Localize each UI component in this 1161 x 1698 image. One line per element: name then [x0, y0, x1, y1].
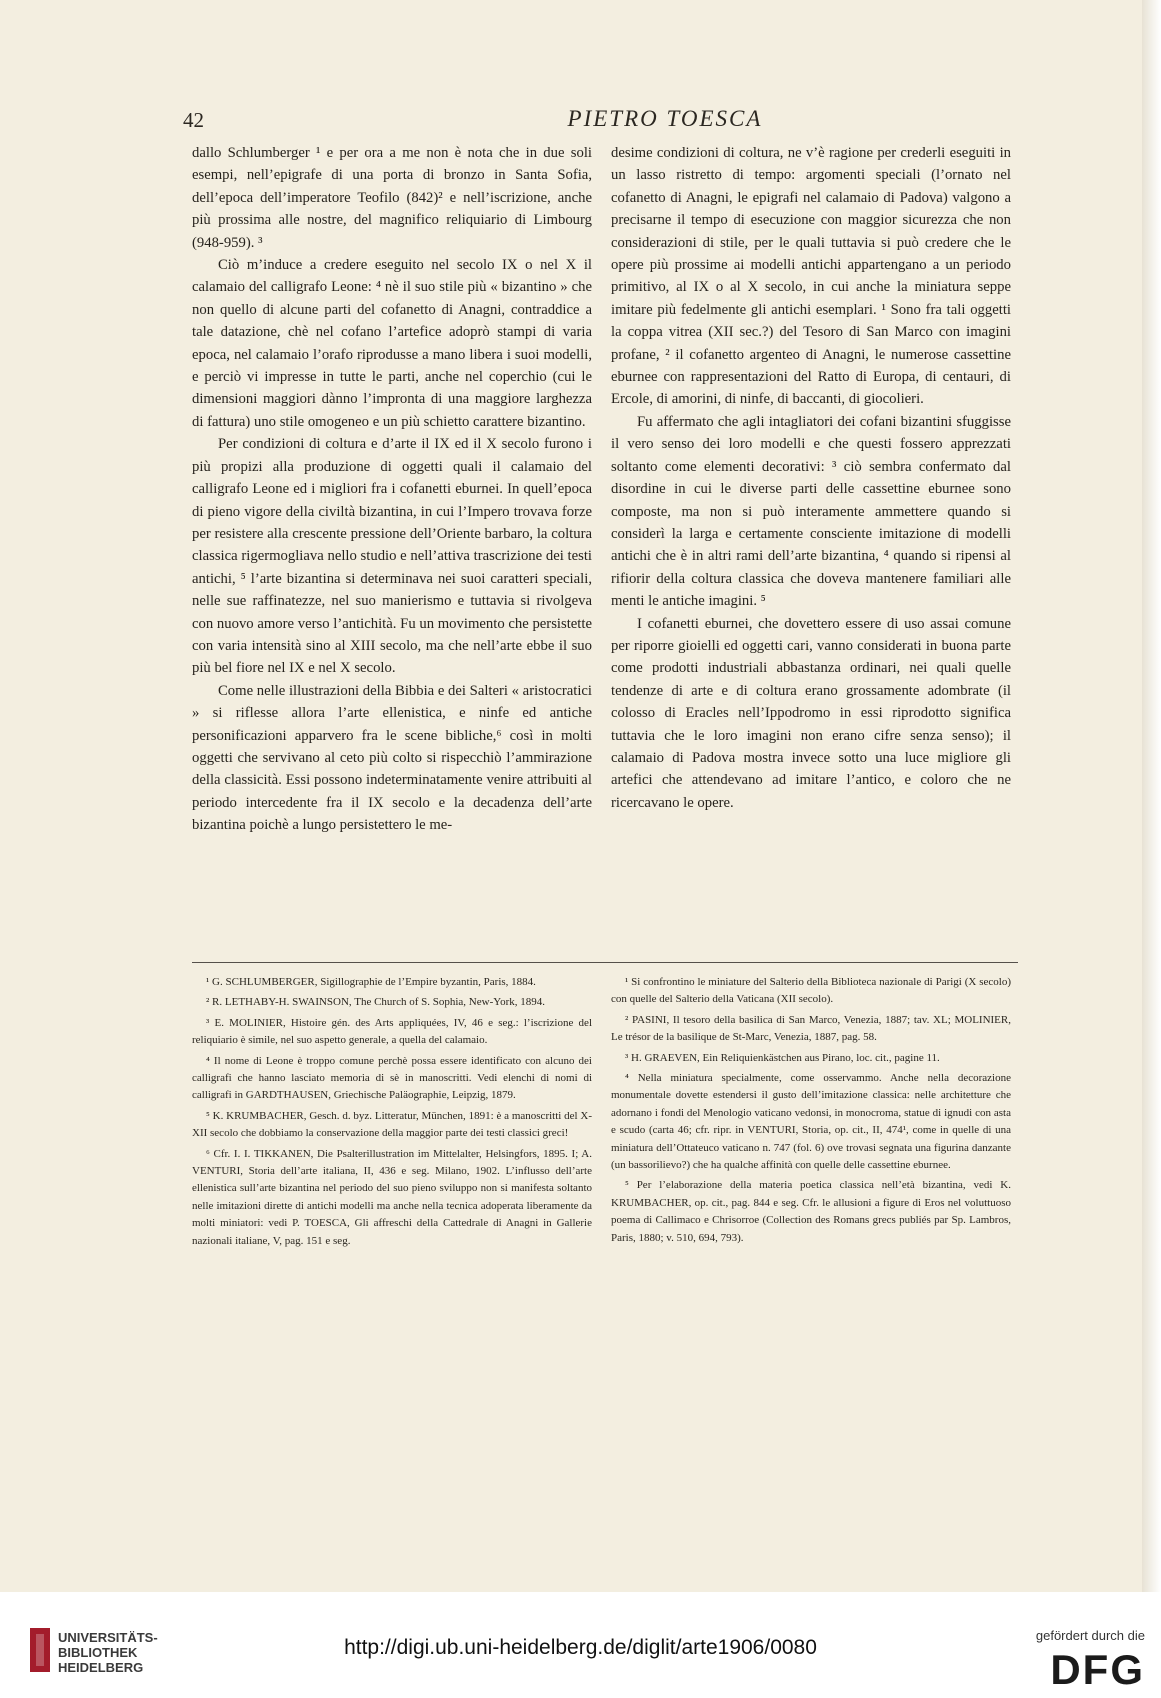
footnote: ³ E. MOLINIER, Histoire gén. des Arts appliquées, IV, 46 e seg.: l’iscrizione del reliquiario è simile, nel suo aspetto generale, a quella del calamaio.	[192, 1016, 592, 1047]
footnote: ¹ G. SCHLUMBERGER, Sigillographie de l’Empire byzantin, Paris, 1884.	[206, 976, 536, 988]
footnote: ⁴ Nella miniatura specialmente, come osservammo. Anche nella decorazione monumentale dovette estendersi il gusto dell’imitazione classica: nelle architetture che adornano i fondi del Menologio vaticano vedonsi, in monocroma, statue di ignudi con asta e scudo (carta 46; cfr. ripr. in VENTURI, Storia, op. cit., II, 474¹, come in quelle di una miniatura dell’Ottateuco vaticano n. 747 (fol. 6) ove trovasi segnata una figurina danzante (un bassorilievo?) che ha qualche affinità con quelle delle cassettine eburnee.	[611, 1072, 1011, 1172]
footnote: ⁵ Per l’elaborazione della materia poetica classica nell’età bizantina, vedi K. KRUMBACHER, op. cit., pag. 844 e seg. Cfr. le allusioni a figure di Eros nel voluttuoso poema di Callimaco e Chrisorroe (Collection des Romans grecs publiés par Sp. Lambros, Paris, 1880; v. 510, 694, 793).	[611, 1179, 1011, 1244]
footnotes-right	[611, 974, 1011, 1250]
footnote: ³ H. GRAEVEN, Ein Reliquienkästchen aus Pirano, loc. cit., pagine 11.	[625, 1051, 940, 1064]
page-number: 42	[183, 108, 204, 132]
footnote-rule	[192, 962, 1018, 963]
permalink-url[interactable]: http://digi.ub.uni-heidelberg.de/diglit/arte1906/0080	[344, 1636, 817, 1659]
paragraph: Ciò m’induce a credere eseguito nel secolo IX o nel X il calamaio del calligrafo Leone: ⁴ nè il suo stile più « bizantino » che non quello di alcune parti del cofanetto di Anagni, contraddice a tale datazione, chè nel cofano l’artefice adoprò stampi di varia epoca, nel calamaio l’orafo riprodusse a mano libera i suoi modelli, e perciò vi impresse in tutte le parti, anche nel coperchio (cui le dimensioni maggiori dànno l’impronta di una maggiore larghezza di fattura) uno stile omogeneo e un più schietto carattere bizantino.	[192, 257, 592, 430]
paragraph: dallo Schlumberger ¹ e per ora a me non è nota che in due soli esempi, nell’epigrafe di una porta di bronzo in Santa Sofia, dell’epoca dell’imperatore Teofilo (842)² e nell’iscrizione, anche più prossima alle nostre, del magnifico reliquiario di Limbourg (948-959). ³	[192, 145, 592, 251]
left-column	[192, 142, 592, 837]
paragraph: Fu affermato che agli intagliatori dei cofani bizantini sfuggisse il vero senso dei loro modelli e che questi fossero apprezzati soltanto come elementi decorativi: ³ ciò sembra confermato dal disordine in cui le diverse parti delle cassettine eburnee sono composte, ma non si può interamente ammettere quando si considerì la larga e certamente consciente imitazione di modelli antichi che è in altri rami dell’arte bizantina, ⁴ quando si ripensi al rifiorir della coltura classica che doveva mantenere familiari alle menti le antiche imagini. ⁵	[611, 413, 1011, 610]
footnote: ¹ Si confrontino le miniature del Salterio della Biblioteca nazionale di Parigi (X secolo) con quelle del Salterio della Vaticana (XII secolo).	[611, 976, 1011, 1006]
footnotes-left	[192, 974, 592, 1253]
paragraph: Per condizioni di coltura e d’arte il IX ed il X secolo furono i più propizi alla produzione di oggetti quali il calamaio del calligrafo Leone ed i migliori fra i cofanetti eburnei. In quell’epoca di pieno vigore della civiltà bizantina, in cui l’Impero trovava forze per resistere alla crescente pressione dell’Oriente barbaro, la coltura classica rigermogliava nello studio e nell’attiva trascrizione dei testi antichi, ⁵ l’arte bizantina si determinava nei suoi caratteri speciali, nelle sue raffinatezze, nel suo manierismo e tuttavia si rivolgeva con nuovo amore verso l’antichità. Fu un movimento che persistette con varia intensità sino al XIII secolo, ma che nell’arte ebbe il suo più bel fiore nel IX e nel X secolo.	[192, 436, 592, 677]
right-column	[611, 142, 1011, 814]
footnote: ⁴ Il nome di Leone è troppo comune perchè possa essere identificato con alcuno dei calligrafi che hanno lasciato memoria di sè in manoscritti. Vedi elenchi di nomi di calligrafi in GARDTHAUSEN, Griechische Paläographie, Leipzig, 1879.	[192, 1054, 592, 1102]
library-line: HEIDELBERG	[58, 1660, 144, 1675]
library-line: UNIVERSITÄTS-	[58, 1630, 158, 1645]
footnote: ² PASINI, Il tesoro della basilica di San Marco, Venezia, 1887; tav. XL; MOLINIER, Le trésor de la basilique de St-Marc, Venezia, 1887, pag. 58.	[611, 1013, 1011, 1044]
paragraph: I cofanetti eburnei, che dovettero essere di uso assai comune per riporre gioielli ed oggetti cari, vanno considerati in buona parte come prodotti industriali abbastanza ordinari, nei quali quelle tendenze di arte e di coltura erano grossamente adombrate (il colosso di Eracles nell’Ippodromo in essi riprodotto significa tuttavia che le loro imagini non erano cifre senza senso); il calamaio di Padova mostra invece sotto una luce migliore gli artefici che attendevano ad imitare l’antico, e coloro che ne ricercavano le opere.	[611, 615, 1011, 811]
running-head: PIETRO TOESCA	[567, 106, 763, 131]
library-line: BIBLIOTHEK	[58, 1645, 138, 1660]
footnote: ² R. LETHABY-H. SWAINSON, The Church of S. Sophia, New-York, 1894.	[206, 996, 545, 1009]
footnote: ⁶ Cfr. I. I. TIKKANEN, Die Psalterillustration im Mittelalter, Helsingfors, 1895. I; A. VENTURI, Storia dell’arte italiana, II, 436 e seg. Milano, 1902. L’influsso dell’arte ellenistica sull’arte bizantina nel periodo del suo pieno sviluppo non si manifesta soltanto nelle imitazioni dirette di antichi modelli ma anche nella tecnica adoperata liberamente da molti miniatori: vedi P. TOESCA, Gli affreschi della Cattedrale di Anagni in Gallerie nazionali italiane, V, pag. 151 e seg.	[192, 1147, 592, 1247]
paragraph: Come nelle illustrazioni della Bibbia e dei Salteri « aristocratici » si riflesse allora l’arte ellenistica, e ninfe ed antiche personificazioni apparvero fra le scene bibliche,⁶ così in molti oggetti che servivano al ceto più colto si rispecchiò l’ammirazione della classicità. Essi possono indeterminatamente venire attribuiti al periodo intercedente fra il IX secolo e la decadenza dell’arte bizantina poichè a lungo persistettero le me-	[192, 682, 593, 834]
dfg-logo[interactable]: DFG	[1050, 1646, 1145, 1693]
paragraph: desime condizioni di coltura, ne v’è ragione per crederli eseguiti in un lasso ristretto di tempo: argomenti speciali (l’ornato nel cofanetto di Anagni, le epigrafi nel calamaio di Padova) valgono a precisarne il tempo di esecuzione con maggior sicurezza che non considerazioni di stile, per le quali tuttavia si può credere che le opere più prossime ai modelli antichi appartengano a un periodo primitivo, al IX o al X secolo, in cui anche la miniatura seppe imitare più fedelmente gli antichi esemplari. ¹ Sono fra tali oggetti la coppa vitrea (XII sec.?) del Tesoro di San Marco con imagini profane, ² il cofanetto argenteo di Anagni, le numerose cassettine eburnee con rappresentazioni del Ratto di Europa, di centauri, di Ercole, di amorini, di ninfe, di baccanti, di giocolieri.	[611, 145, 1011, 408]
footnote: ⁵ K. KRUMBACHER, Gesch. d. byz. Litteratur, München, 1891: è a manoscritti del X-XII secolo che dobbiamo la conservazione della maggior parte dei testi classici greci!	[192, 1109, 592, 1140]
funder-caption: gefördert durch die	[1035, 1628, 1145, 1643]
page-edge	[1142, 0, 1161, 1592]
